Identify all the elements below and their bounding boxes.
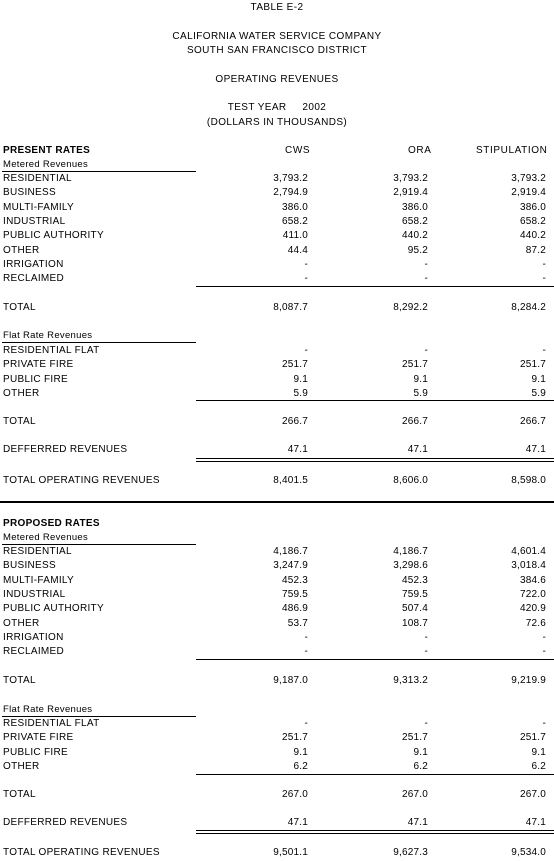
total-cws: 9,187.0 (273, 675, 308, 686)
table-row (0, 574, 554, 588)
cell-ora: 6.2 (413, 760, 428, 772)
present-grand-total-row (0, 474, 554, 488)
deferred-label: DEFFERRED REVENUES (3, 444, 128, 455)
cell-stipulation: - (542, 631, 546, 643)
proposed-flat-label-row (0, 703, 554, 717)
grand-total-label: TOTAL OPERATING REVENUES (3, 847, 160, 858)
row-label: RECLAIMED (3, 646, 65, 658)
cell-ora: 95.2 (407, 244, 428, 256)
divider (196, 833, 554, 834)
grand-total-cws: 8,401.5 (273, 475, 308, 486)
row-label: INDUSTRIAL (3, 588, 66, 600)
cell-ora: - (424, 345, 428, 356)
total-cws: 267.0 (281, 789, 308, 800)
total-label: TOTAL (3, 675, 36, 686)
cell-stipulation: - (542, 646, 546, 658)
row-label: PRIVATE FIRE (3, 359, 74, 371)
metered-revenues-label: Metered Revenues (3, 159, 89, 170)
divider (196, 774, 554, 775)
total-label: TOTAL (3, 416, 36, 427)
deferred-stipulation: 47.1 (525, 444, 546, 455)
table-row (0, 731, 554, 745)
present-deferred-row (0, 443, 554, 457)
deferred-stipulation: 47.1 (525, 817, 546, 828)
cell-cws: 759.5 (281, 588, 308, 600)
grand-total-label: TOTAL OPERATING REVENUES (3, 475, 160, 486)
table-row (0, 588, 554, 602)
divider (196, 461, 554, 462)
cell-cws: - (304, 273, 308, 285)
present-flat-total-row (0, 415, 554, 429)
row-label: IRRIGATION (3, 258, 64, 270)
cell-cws: 6.2 (293, 760, 308, 772)
table-row (0, 373, 554, 387)
cell-ora: 9.1 (413, 373, 428, 385)
present-metered-total-row (0, 301, 554, 315)
cell-stipulation: 72.6 (525, 617, 546, 629)
table-row (0, 244, 554, 258)
cell-stipulation: 87.2 (525, 244, 546, 256)
cell-ora: 4,186.7 (393, 546, 428, 557)
cell-cws: 53.7 (287, 617, 308, 629)
cell-cws: - (304, 345, 308, 356)
cell-ora: 9.1 (413, 746, 428, 758)
cell-stipulation: - (542, 718, 546, 729)
cell-stipulation: 251.7 (519, 359, 546, 371)
divider (2, 342, 196, 343)
grand-total-ora: 8,606.0 (393, 475, 428, 486)
column-header-cws: CWS (285, 145, 311, 156)
cell-cws: 4,186.7 (273, 546, 308, 557)
total-stipulation: 8,284.2 (511, 302, 546, 313)
company-name: CALIFORNIA WATER SERVICE COMPANY (172, 31, 382, 42)
total-ora: 267.0 (401, 789, 428, 800)
table-row (0, 272, 554, 286)
cell-ora: 251.7 (401, 732, 428, 744)
cell-cws: 44.4 (287, 244, 308, 256)
cell-stipulation: - (542, 345, 546, 356)
cell-stipulation: 9.1 (531, 373, 546, 385)
proposed-metered-label-row (0, 531, 554, 545)
deferred-ora: 47.1 (407, 444, 428, 455)
total-ora: 266.7 (401, 416, 428, 427)
table-row (0, 229, 554, 243)
grand-total-stipulation: 8,598.0 (511, 475, 546, 486)
proposed-deferred-row (0, 816, 554, 830)
cell-stipulation: 420.9 (519, 603, 546, 615)
table-row (0, 258, 554, 272)
row-label: PUBLIC AUTHORITY (3, 230, 104, 242)
cell-cws: - (304, 646, 308, 658)
present-metered-label-row (0, 158, 554, 172)
cell-stipulation: 4,601.4 (511, 546, 546, 557)
cell-stipulation: 658.2 (519, 215, 546, 227)
row-label: OTHER (3, 617, 40, 629)
cell-ora: - (424, 646, 428, 658)
deferred-ora: 47.1 (407, 817, 428, 828)
total-label: TOTAL (3, 302, 36, 313)
table-row (0, 545, 554, 559)
total-ora: 9,313.2 (393, 675, 428, 686)
cell-ora: - (424, 631, 428, 643)
cell-cws: 658.2 (281, 215, 308, 227)
row-label: MULTI-FAMILY (3, 574, 75, 586)
divider (196, 458, 554, 459)
cell-cws: 9.1 (293, 746, 308, 758)
cell-cws: - (304, 631, 308, 643)
deferred-cws: 47.1 (287, 444, 308, 455)
cell-cws: 5.9 (293, 387, 308, 399)
divider (196, 830, 554, 831)
cell-cws: - (304, 718, 308, 729)
total-cws: 266.7 (281, 416, 308, 427)
cell-ora: 386.0 (401, 201, 428, 213)
table-row (0, 602, 554, 616)
cell-ora: 452.3 (401, 574, 428, 586)
cell-ora: 2,919.4 (393, 187, 428, 199)
present-flat-label-row (0, 329, 554, 343)
table-row (0, 358, 554, 372)
section-divider (0, 501, 554, 503)
table-row (0, 645, 554, 659)
cell-ora: 658.2 (401, 215, 428, 227)
table-row (0, 215, 554, 229)
cell-cws: 251.7 (281, 732, 308, 744)
divider (196, 400, 554, 401)
cell-ora: 3,793.2 (393, 173, 428, 184)
row-label: RESIDENTIAL (3, 546, 72, 557)
row-label: BUSINESS (3, 560, 56, 572)
table-id: TABLE E-2 (250, 2, 304, 13)
flat-rate-revenues-label: Flat Rate Revenues (3, 330, 93, 341)
total-cws: 8,087.7 (273, 302, 308, 313)
proposed-metered-total-row (0, 674, 554, 688)
present-rates-title: PRESENT RATES (3, 145, 91, 156)
row-label: PUBLIC AUTHORITY (3, 603, 104, 615)
row-label: INDUSTRIAL (3, 215, 66, 227)
row-label: RESIDENTIAL FLAT (3, 718, 100, 729)
row-label: RESIDENTIAL FLAT (3, 345, 100, 356)
cell-stipulation: 3,018.4 (511, 560, 546, 572)
row-label: OTHER (3, 760, 40, 772)
proposed-grand-total-row (0, 846, 554, 860)
table-row (0, 617, 554, 631)
table-row (0, 717, 554, 731)
row-label: RECLAIMED (3, 273, 65, 285)
cell-cws: 9.1 (293, 373, 308, 385)
table-row (0, 387, 554, 401)
grand-total-stipulation: 9,534.0 (511, 847, 546, 858)
row-label: OTHER (3, 387, 40, 399)
cell-ora: 759.5 (401, 588, 428, 600)
proposed-rates-title: PROPOSED RATES (3, 518, 100, 529)
cell-stipulation: 251.7 (519, 732, 546, 744)
cell-cws: - (304, 258, 308, 270)
cell-ora: - (424, 718, 428, 729)
cell-ora: 507.4 (401, 603, 428, 615)
cell-stipulation: 2,919.4 (511, 187, 546, 199)
cell-ora: 3,298.6 (393, 560, 428, 572)
table-row (0, 344, 554, 358)
proposed-flat-total-row (0, 788, 554, 802)
cell-ora: - (424, 273, 428, 285)
total-stipulation: 266.7 (519, 416, 546, 427)
row-label: MULTI-FAMILY (3, 201, 75, 213)
test-year: TEST YEAR 2002 (227, 102, 327, 113)
table-row (0, 201, 554, 215)
cell-stipulation: 440.2 (519, 230, 546, 242)
row-label: OTHER (3, 244, 40, 256)
column-header-stipulation: STIPULATION (476, 145, 548, 156)
total-ora: 8,292.2 (393, 302, 428, 313)
cell-stipulation: 9.1 (531, 746, 546, 758)
grand-total-cws: 9,501.1 (273, 847, 308, 858)
deferred-cws: 47.1 (287, 817, 308, 828)
cell-stipulation: 3,793.2 (511, 173, 546, 184)
row-label: IRRIGATION (3, 631, 64, 643)
table-title: OPERATING REVENUES (215, 74, 339, 85)
table-row (0, 631, 554, 645)
table-row (0, 186, 554, 200)
cell-cws: 3,247.9 (273, 560, 308, 572)
row-label: BUSINESS (3, 187, 56, 199)
cell-ora: 440.2 (401, 230, 428, 242)
units-note: (DOLLARS IN THOUSANDS) (206, 117, 348, 128)
cell-ora: 251.7 (401, 359, 428, 371)
cell-ora: 108.7 (401, 617, 428, 629)
row-label: PUBLIC FIRE (3, 746, 68, 758)
district-name: SOUTH SAN FRANCISCO DISTRICT (186, 45, 368, 56)
table-row (0, 559, 554, 573)
cell-cws: 251.7 (281, 359, 308, 371)
cell-stipulation: 386.0 (519, 201, 546, 213)
total-label: TOTAL (3, 789, 36, 800)
cell-ora: - (424, 258, 428, 270)
cell-stipulation: - (542, 273, 546, 285)
cell-stipulation: 5.9 (531, 387, 546, 399)
cell-cws: 452.3 (281, 574, 308, 586)
cell-cws: 3,793.2 (273, 173, 308, 184)
flat-rate-revenues-label: Flat Rate Revenues (3, 704, 93, 715)
proposed-rates-header-row (0, 517, 554, 531)
divider (196, 286, 554, 287)
total-stipulation: 267.0 (519, 789, 546, 800)
total-stipulation: 9,219.9 (511, 675, 546, 686)
deferred-label: DEFFERRED REVENUES (3, 817, 128, 828)
table-row (0, 760, 554, 774)
divider (196, 659, 554, 660)
cell-cws: 2,794.9 (273, 187, 308, 199)
row-label: PRIVATE FIRE (3, 732, 74, 744)
table-row (0, 746, 554, 760)
cell-ora: 5.9 (413, 387, 428, 399)
grand-total-ora: 9,627.3 (393, 847, 428, 858)
metered-revenues-label: Metered Revenues (3, 532, 89, 543)
cell-stipulation: 6.2 (531, 760, 546, 772)
cell-stipulation: - (542, 258, 546, 270)
present-rates-header-row (0, 144, 554, 158)
table-row (0, 172, 554, 186)
row-label: RESIDENTIAL (3, 173, 72, 184)
column-header-ora: ORA (408, 145, 432, 156)
cell-stipulation: 384.6 (519, 574, 546, 586)
cell-cws: 486.9 (281, 603, 308, 615)
cell-cws: 411.0 (282, 230, 308, 242)
cell-cws: 386.0 (281, 201, 308, 213)
cell-stipulation: 722.0 (519, 588, 546, 600)
row-label: PUBLIC FIRE (3, 373, 68, 385)
